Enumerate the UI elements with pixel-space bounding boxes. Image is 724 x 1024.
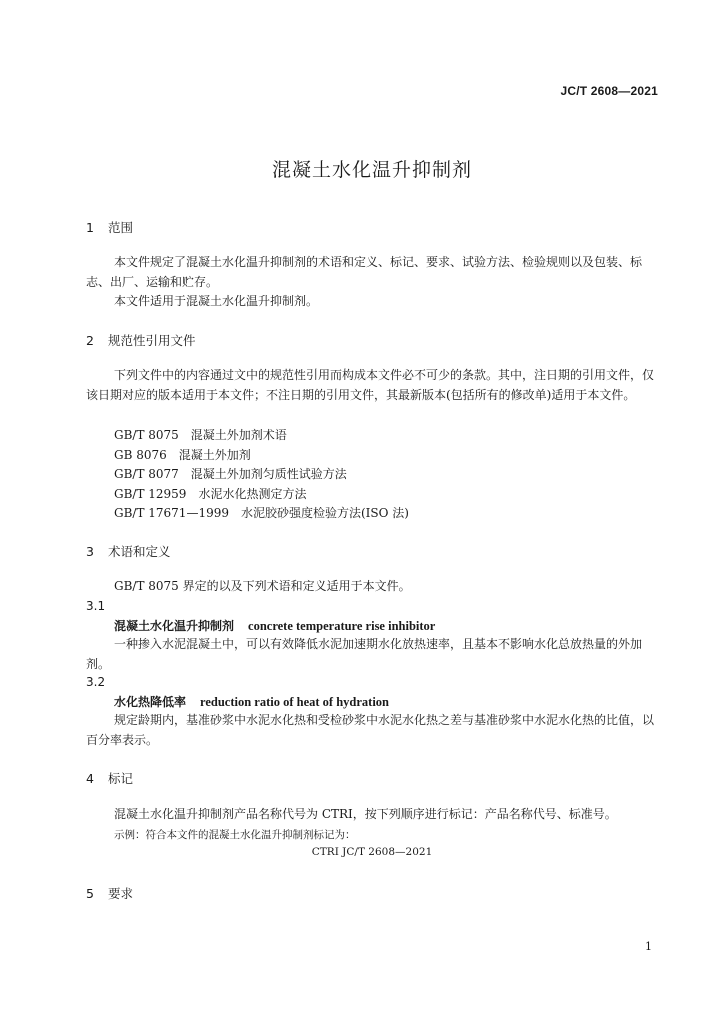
- normative-reference-list: [86, 426, 660, 524]
- section-title: 术语和定义: [108, 544, 171, 559]
- example-text: 符合本文件的混凝土水化温升抑制剂标记为：: [145, 829, 356, 841]
- section-3-paragraph-1: GB/T 8075 界定的以及下列术语和定义适用于本文件。: [114, 579, 411, 593]
- term-number: 3.2: [86, 675, 106, 689]
- example-label: 示例：: [114, 829, 146, 841]
- section-2-heading: [86, 331, 196, 349]
- section-1-paragraph-2: 本文件适用于混凝土水化温升抑制剂。: [114, 294, 319, 308]
- example-mark: CTRI JC/T 2608—2021: [311, 846, 433, 858]
- section-4-paragraph-1: 混凝土水化温升抑制剂产品名称代号为 CTRI，按下列顺序进行标记：产品名称代号、标准号。: [114, 807, 617, 821]
- section-number: 2: [86, 333, 94, 348]
- term-english: reduction ratio of heat of hydration: [200, 695, 390, 709]
- reference-item: GB/T 12959 水泥水化热测定方法: [114, 486, 307, 501]
- term-chinese: 混凝土水化温升抑制剂: [114, 619, 235, 633]
- term-heading: [114, 617, 435, 634]
- section-5-heading: [86, 884, 133, 902]
- section-title: 要求: [108, 886, 134, 901]
- section-title: 范围: [108, 220, 134, 235]
- standard-code: JC/T 2608—2021: [560, 84, 658, 98]
- term-english: concrete temperature rise inhibitor: [248, 619, 436, 633]
- section-1-paragraph-1: 本文件规定了混凝土水化温升抑制剂的术语和定义、标记、要求、试验方法、检验规则以及包装、标志、出厂、运输和贮存。: [86, 255, 643, 289]
- section-3-heading: [86, 542, 171, 560]
- reference-item: GB/T 8075 混凝土外加剂术语: [114, 428, 287, 442]
- section-number: 4: [86, 771, 94, 786]
- term-chinese: 水化热降低率: [114, 695, 187, 709]
- section-title: 标记: [108, 771, 134, 786]
- page-number: 1: [645, 940, 652, 953]
- term-definition: 规定龄期内，基准砂浆中水泥水化热和受检砂浆中水泥水化热之差与基准砂浆中水泥水化热的比值，以百分率表示。: [86, 713, 655, 747]
- section-1-heading: [86, 218, 133, 236]
- example-line: [114, 827, 356, 842]
- term-heading: [114, 693, 389, 710]
- section-4-heading: [86, 769, 133, 787]
- reference-item: GB/T 17671—1999 水泥胶砂强度检验方法(ISO 法): [114, 506, 409, 520]
- section-number: 1: [86, 220, 94, 235]
- section-2-paragraph-1: 下列文件中的内容通过文中的规范性引用而构成本文件必不可少的条款。其中，注日期的引用文件，仅该日期对应的版本适用于本文件；不注日期的引用文件，其最新版本(包括所有的修改单)适用于本文件。: [86, 368, 655, 402]
- reference-item: GB/T 8077 混凝土外加剂匀质性试验方法: [114, 467, 347, 481]
- section-number: 5: [86, 886, 94, 901]
- term-number: 3.1: [86, 599, 106, 613]
- section-number: 3: [86, 544, 94, 559]
- section-title: 规范性引用文件: [108, 333, 196, 348]
- document-title: 混凝土水化温升抑制剂: [271, 159, 472, 181]
- term-definition: 一种掺入水泥混凝土中，可以有效降低水泥加速期水化放热速率，且基本不影响水化总放热量的外加剂。: [86, 637, 643, 671]
- reference-item: GB 8076 混凝土外加剂: [114, 447, 251, 462]
